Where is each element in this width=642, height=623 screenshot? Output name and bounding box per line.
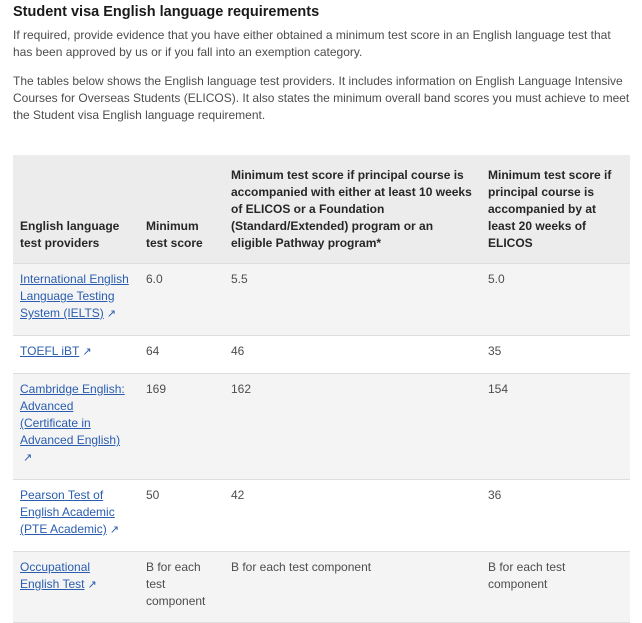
provider-link-pearson[interactable] xyxy=(20,488,119,536)
min-score-20-weeks-cell: 154 xyxy=(481,374,630,480)
provider-link-label: Cambridge English: Advanced (Certificate in Advanced English) xyxy=(20,382,125,447)
intro-paragraph: If required, provide evidence that you have either obtained a minimum test score in an English language test that has been approved by us or if you fall into an exemption category. xyxy=(13,28,611,59)
min-score-20-weeks-cell: 36 xyxy=(481,480,630,552)
english-requirements-table xyxy=(13,155,630,623)
min-score-10-weeks-cell: 42 xyxy=(224,480,481,552)
description-paragraph: The tables below shows the English language test providers. It includes information on English Language Intensive Courses for Overseas Students (ELICOS). It also states the minimum overall band scores you must achieve to meet the Student visa English language requirement. xyxy=(13,74,630,122)
min-score-10-weeks-cell: B for each test component xyxy=(224,552,481,623)
table-row xyxy=(13,552,630,623)
external-link-icon: ↗ xyxy=(23,452,33,464)
external-link-icon: ↗ xyxy=(109,524,119,536)
provider-cell xyxy=(13,480,139,552)
provider-cell xyxy=(13,374,139,480)
min-score-10-weeks-cell: 46 xyxy=(224,336,481,374)
min-score-20-weeks-cell: 35 xyxy=(481,336,630,374)
min-score-cell: B for each test component xyxy=(139,552,224,623)
min-score-20-weeks-cell: B for each test component xyxy=(481,552,630,623)
header-providers: English language test providers xyxy=(13,155,139,264)
header-score-20-weeks-elicos: Minimum test score if principal course is accompanied by at least 20 weeks of ELICOS xyxy=(481,155,630,264)
table-row xyxy=(13,374,630,480)
provider-link-ielts[interactable] xyxy=(20,272,129,320)
table-header-row xyxy=(13,155,630,264)
min-score-10-weeks-cell: 5.5 xyxy=(224,264,481,336)
provider-link-label: International English Language Testing System (IELTS) xyxy=(20,272,129,320)
table-row xyxy=(13,264,630,336)
min-score-10-weeks-cell: 162 xyxy=(224,374,481,480)
min-score-cell: 64 xyxy=(139,336,224,374)
table-row xyxy=(13,336,630,374)
external-link-icon: ↗ xyxy=(82,346,92,358)
min-score-20-weeks-cell: 5.0 xyxy=(481,264,630,336)
provider-link-oet[interactable] xyxy=(20,560,97,591)
min-score-cell: 50 xyxy=(139,480,224,552)
external-link-icon: ↗ xyxy=(87,579,97,591)
provider-link-cambridge[interactable] xyxy=(20,382,125,464)
provider-link-label: Pearson Test of English Academic (PTE Academic) xyxy=(20,488,115,536)
min-score-cell: 6.0 xyxy=(139,264,224,336)
provider-cell xyxy=(13,552,139,623)
provider-cell xyxy=(13,264,139,336)
min-score-cell: 169 xyxy=(139,374,224,480)
header-score-10-weeks-elicos: Minimum test score if principal course is accompanied with either at least 10 weeks of ELICOS or a Foundation (Standard/Extended) program or an eligible Pathway program* xyxy=(224,155,481,264)
external-link-icon: ↗ xyxy=(106,308,117,320)
header-minimum-score: Minimum test score xyxy=(139,155,224,264)
provider-link-label: Occupational English Test xyxy=(20,560,91,591)
table-row xyxy=(13,480,630,552)
provider-link-toefl[interactable] xyxy=(20,344,92,358)
provider-link-label: TOEFL iBT xyxy=(20,344,80,358)
provider-cell xyxy=(13,336,139,374)
page-heading: Student visa English language requirements xyxy=(13,4,320,20)
